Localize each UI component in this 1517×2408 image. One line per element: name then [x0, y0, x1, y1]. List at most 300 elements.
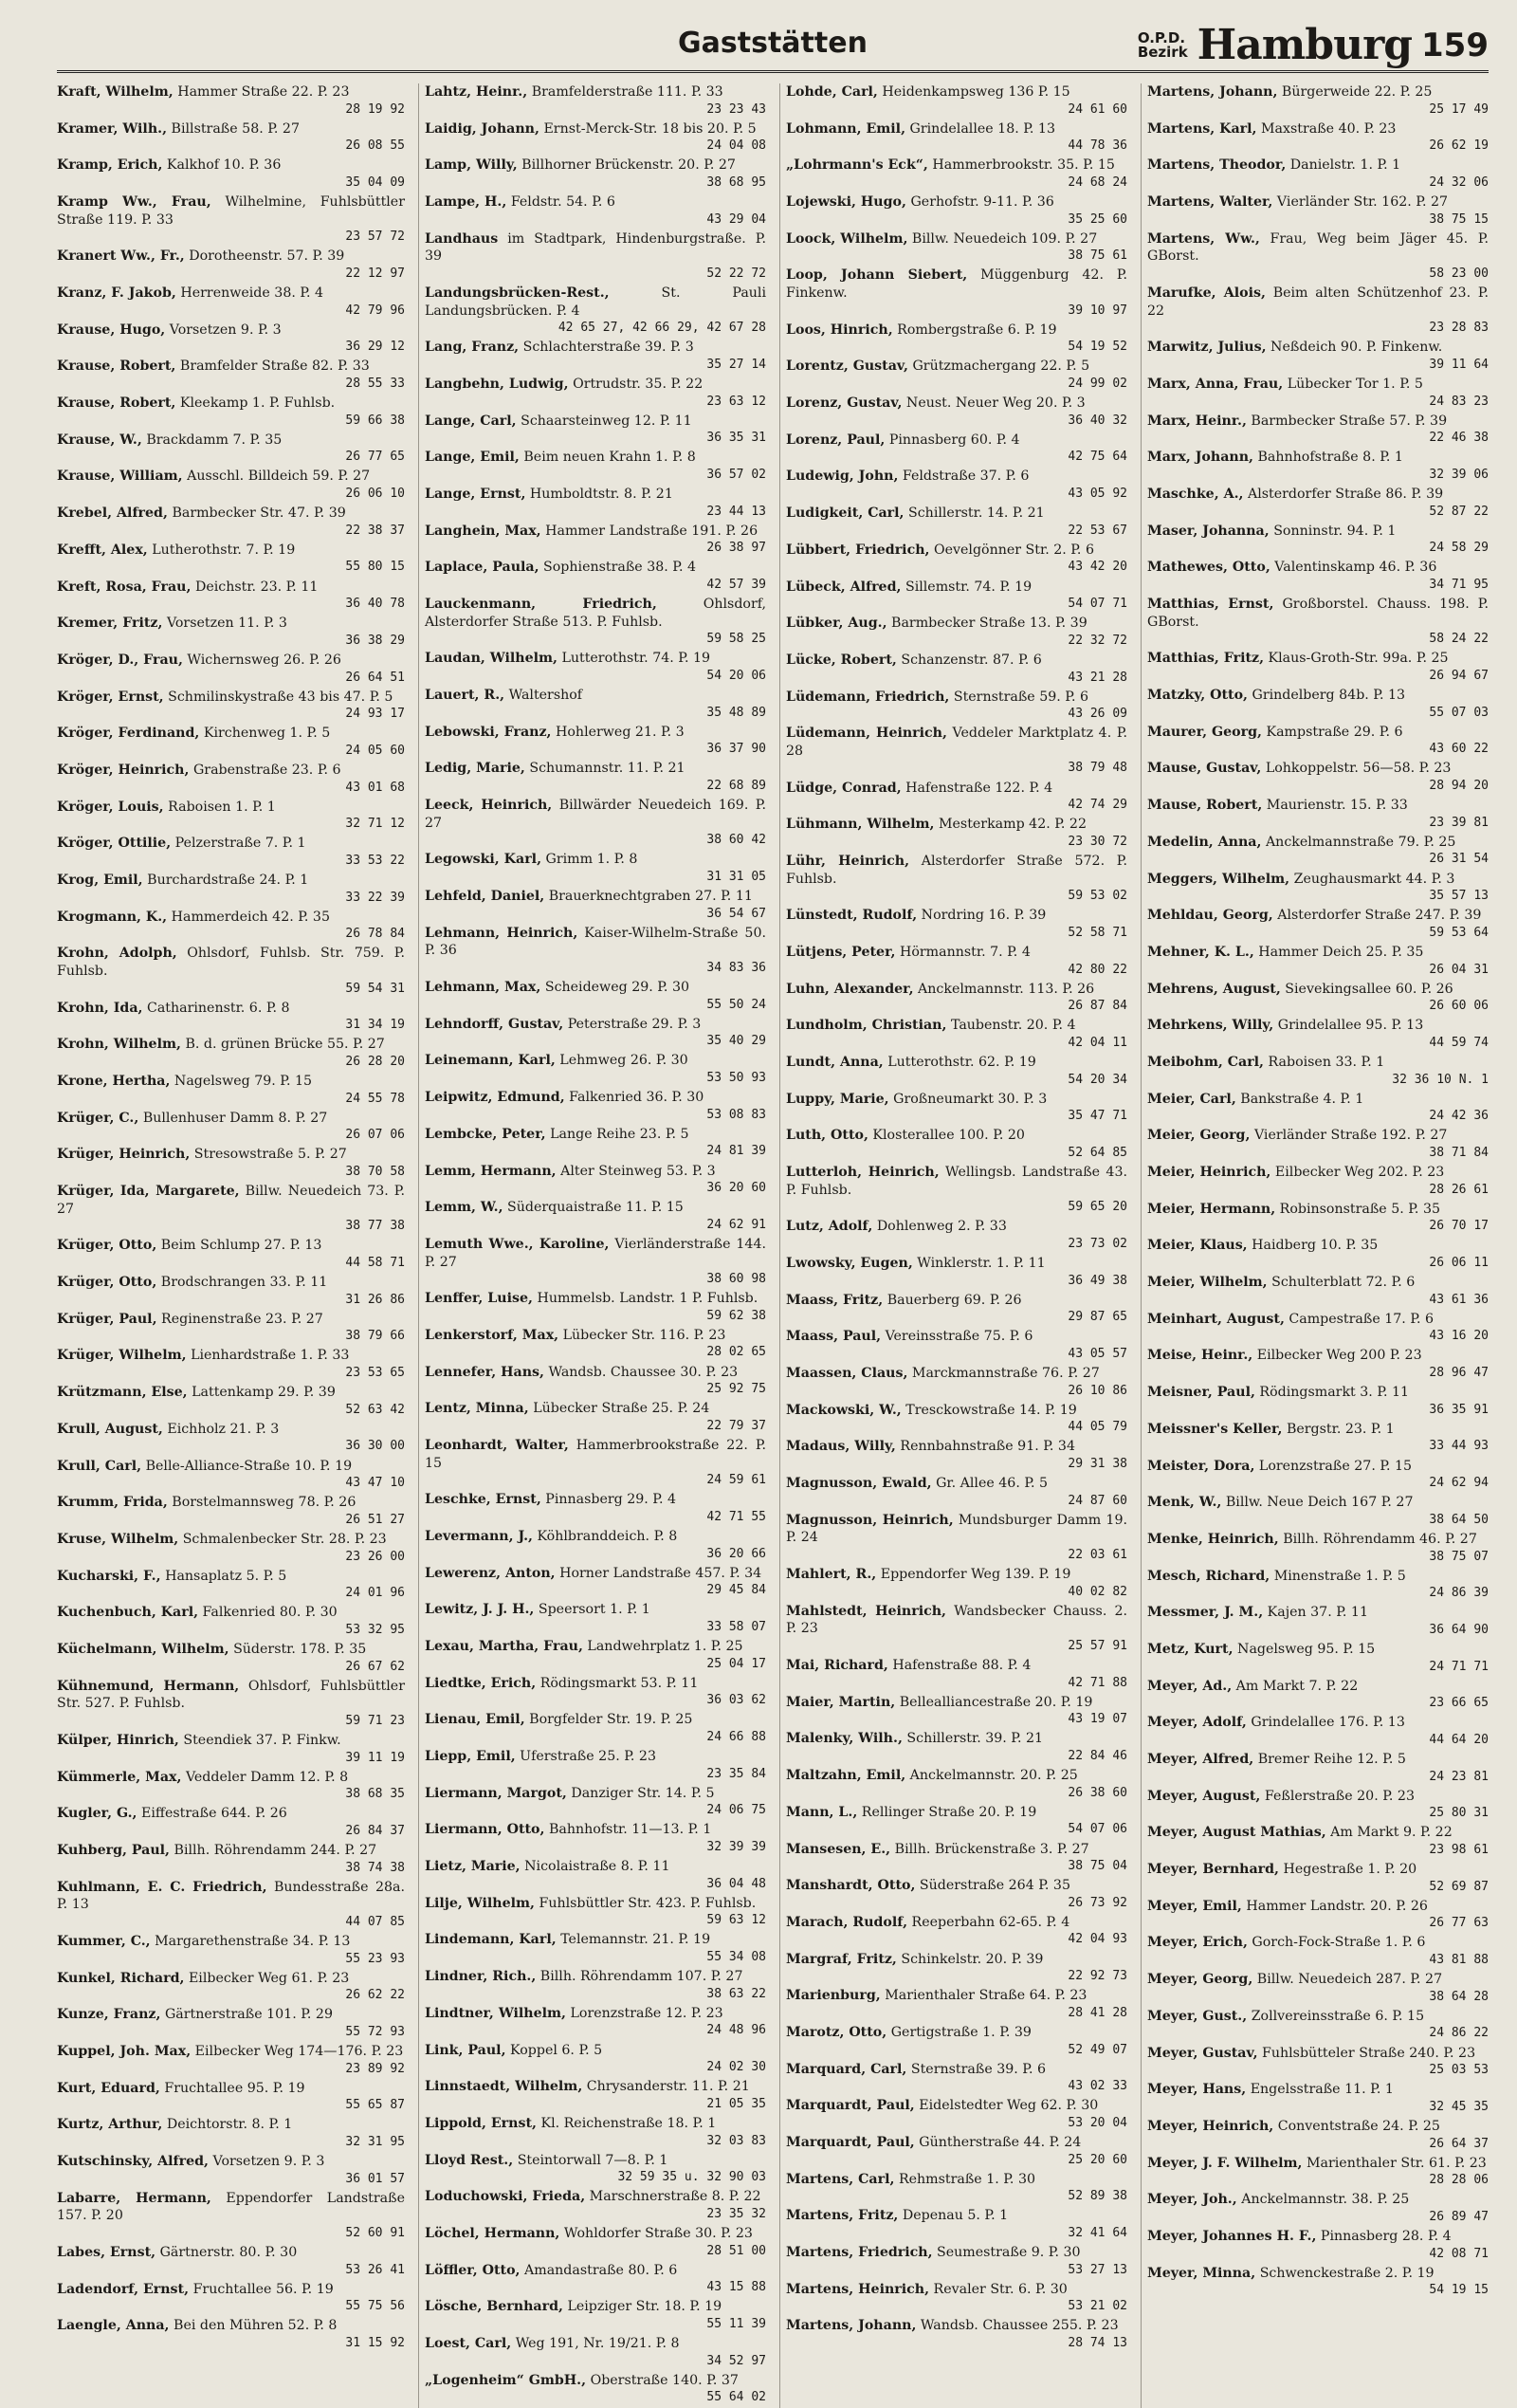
entry-name: Labes, Ernst,	[57, 2245, 156, 2261]
entry-name: Lauckenmann, Friedrich,	[425, 597, 657, 613]
entry-address: Güntherstraße 44. P. 24	[919, 2135, 1082, 2150]
entry-phone: 23 63 12	[706, 394, 766, 409]
entry-phone: 24 87 60	[1068, 1493, 1127, 1508]
entry-phone: 38 68 95	[706, 175, 766, 190]
entry-name: Marx, Heinr.,	[1147, 413, 1247, 429]
list-item	[786, 615, 1127, 650]
list-item	[425, 1748, 766, 1783]
list-item	[786, 1512, 1127, 1565]
list-item	[786, 83, 1127, 119]
entry-name: Marquardt, Paul,	[786, 2135, 915, 2150]
list-item	[57, 1036, 405, 1071]
entry-name: Leeck, Heinrich,	[425, 798, 553, 814]
list-item	[425, 1711, 766, 1746]
entry-name: Meyer, Erich,	[1147, 1935, 1248, 1951]
entry-phone: 24 58 29	[1429, 541, 1489, 556]
list-item	[57, 2116, 405, 2151]
entry-name: Meibohm, Carl,	[1147, 1054, 1264, 1070]
entry-name: Mehrens, August,	[1147, 981, 1281, 997]
entry-address: Schmilinskystraße 43 bis 47. P. 5	[168, 689, 393, 705]
list-item	[425, 523, 766, 558]
entry-name: Mesch, Richard,	[1147, 1568, 1270, 1584]
entry-name: Liermann, Margot,	[425, 1785, 567, 1801]
entry-phone: 36 30 00	[345, 1439, 405, 1454]
page-number: 159	[1421, 26, 1489, 64]
entry-phone: 22 12 97	[345, 266, 405, 281]
list-item	[786, 358, 1127, 393]
list-item	[1147, 449, 1489, 484]
entry-address: Marschnerstraße 8. P. 22	[589, 2189, 761, 2205]
entry-address: Bankstraße 4. P. 1	[1240, 1091, 1364, 1107]
list-item	[786, 780, 1127, 815]
entry-name: Meise, Heinr.,	[1147, 1348, 1253, 1364]
entry-address: Uferstraße 25. P. 23	[520, 1749, 656, 1765]
entry-phone: 23 30 72	[1068, 834, 1127, 849]
entry-phone: 38 74 38	[345, 1860, 405, 1875]
entry-name: Krull, August,	[57, 1421, 163, 1437]
entry-name: Kuppel, Joh. Max,	[57, 2044, 192, 2060]
entry-name: Lange, Carl,	[425, 413, 517, 429]
entry-phone: 26 38 97	[706, 541, 766, 556]
list-item	[786, 322, 1127, 357]
list-item	[1147, 1641, 1489, 1676]
entry-name: Martens, Johann,	[1147, 84, 1278, 100]
entry-phone: 53 20 04	[1068, 2115, 1127, 2130]
list-item	[786, 2281, 1127, 2316]
entry-address: Kaiser-Wilhelm-Straße 50. P. 36	[425, 925, 766, 959]
entry-name: Lorentz, Gustav,	[786, 358, 908, 375]
entry-name: Kreft, Rosa, Frau,	[57, 579, 192, 595]
list-item	[786, 1328, 1127, 1363]
entry-phone: 22 92 73	[1068, 1969, 1127, 1984]
entry-name: Maass, Fritz,	[786, 1292, 884, 1308]
entry-address: Anckelmannstr. 20. P. 25	[909, 1768, 1078, 1784]
list-item	[786, 853, 1127, 906]
entry-address: Gärtnerstraße 101. P. 29	[164, 2007, 333, 2023]
entry-phone: 42 04 11	[1068, 1035, 1127, 1050]
entry-address: Beim alten Schützenhof 23. P. 22	[1147, 285, 1490, 319]
list-item	[425, 2372, 766, 2407]
entry-phone: 43 47 10	[345, 1476, 405, 1491]
entry-name: Lietz, Marie,	[425, 1859, 521, 1875]
entry-phone: 24 99 02	[1068, 377, 1127, 391]
list-item	[57, 2244, 405, 2279]
list-item	[786, 1603, 1127, 1656]
entry-address: Hansaplatz 5. P. 5	[165, 1568, 287, 1584]
entry-address: Oberstraße 140. P. 37	[590, 2372, 739, 2388]
list-item	[1147, 871, 1489, 906]
list-item	[786, 1951, 1127, 1986]
list-item	[57, 1933, 405, 1968]
entry-address: Gerhofstr. 9-11. P. 36	[910, 194, 1054, 211]
list-item	[425, 1858, 766, 1893]
entry-phone: 38 75 15	[1429, 211, 1489, 227]
entry-phone: 43 15 88	[706, 2280, 766, 2295]
entry-phone: 26 64 51	[345, 670, 405, 685]
list-item	[1147, 1347, 1489, 1382]
list-item	[786, 2024, 1127, 2059]
entry-address: Danielstr. 1. P. 1	[1289, 157, 1401, 174]
entry-address: Fuhlsbütteler Straße 240. P. 23	[1262, 2045, 1476, 2061]
list-item	[786, 725, 1127, 778]
entry-phone: 26 31 54	[1429, 852, 1489, 867]
entry-name: Krause, W.,	[57, 432, 142, 448]
entry-phone: 33 44 93	[1429, 1439, 1489, 1454]
entry-name: Lorenz, Gustav,	[786, 395, 903, 412]
list-item	[1147, 486, 1489, 521]
list-item	[786, 1841, 1127, 1876]
entry-phone: 35 47 71	[1068, 1109, 1127, 1124]
entry-address: Gärtnerstr. 80. P. 30	[159, 2245, 298, 2261]
entry-name: Meyer, Adolf,	[1147, 1715, 1247, 1731]
entry-name: Ledig, Marie,	[425, 761, 525, 777]
entry-phone: 28 28 06	[1429, 2173, 1489, 2188]
entry-address: Eilbecker Weg 202. P. 23	[1274, 1165, 1445, 1181]
entry-phone: 43 81 88	[1429, 1953, 1489, 1968]
entry-phone: 54 20 34	[1068, 1072, 1127, 1087]
list-item	[786, 542, 1127, 577]
district-label	[1137, 28, 1188, 61]
list-item	[57, 1879, 405, 1932]
entry-name: Mathewes, Otto,	[1147, 560, 1270, 576]
entry-name: Krohn, Adolph,	[57, 946, 177, 962]
entry-address: Wandsb. Chaussee 255. P. 23	[920, 2318, 1119, 2334]
entry-name: Kurt, Eduard,	[57, 2080, 160, 2096]
entry-phone: 35 40 29	[706, 1034, 766, 1049]
entry-name: Manshardt, Otto,	[786, 1878, 916, 1894]
entry-address: Bahnhofstraße 8. P. 1	[1257, 450, 1403, 466]
entry-address: Köhlbranddeich. P. 8	[537, 1528, 678, 1544]
entry-phone: 38 75 07	[1429, 1549, 1489, 1564]
entry-phone: 23 23 43	[706, 101, 766, 117]
entry-phone: 36 35 31	[706, 431, 766, 446]
entry-phone: 28 51 00	[706, 2243, 766, 2258]
entry-name: Labarre, Hermann,	[57, 2190, 211, 2206]
entry-address: Conventstraße 24. P. 25	[1277, 2118, 1440, 2134]
list-item	[425, 1675, 766, 1710]
entry-phone: 26 77 63	[1429, 1916, 1489, 1931]
entry-phone: 24 71 71	[1429, 1659, 1489, 1674]
entry-phone: 43 21 28	[1068, 670, 1127, 685]
entry-name: Meyer, Emil,	[1147, 1898, 1242, 1914]
entry-name: Kranz, F. Jakob,	[57, 285, 176, 302]
list-item	[425, 1364, 766, 1399]
entry-phone: 24 55 78	[345, 1091, 405, 1106]
entry-name: Lilje, Wilhelm,	[425, 1895, 535, 1911]
entry-address: Anckelmannstr. 113. P. 26	[918, 981, 1095, 997]
entry-phone: 59 65 20	[1068, 1200, 1127, 1215]
entry-phone: 28 19 92	[345, 101, 405, 117]
entry-phone: 42 79 96	[345, 303, 405, 318]
list-item	[1147, 724, 1489, 759]
entry-address: Rehmstraße 1. P. 30	[898, 2171, 1035, 2187]
list-item	[425, 1565, 766, 1600]
entry-phone: 43 29 04	[706, 211, 766, 227]
entry-name: Krebel, Alfred,	[57, 505, 168, 522]
entry-name: Maier, Martin,	[786, 1694, 896, 1710]
entry-phone: 23 26 00	[345, 1549, 405, 1564]
entry-address: Alsterdorfer Straße 247. P. 39	[1277, 908, 1482, 924]
list-item	[425, 1016, 766, 1051]
entry-name: Meyer, August,	[1147, 1788, 1261, 1804]
entry-phone: 54 19 15	[1429, 2283, 1489, 2298]
entry-name: Linnstaedt, Wilhelm,	[425, 2079, 583, 2095]
entry-address: Belle-Alliance-Straße 10. P. 19	[145, 1458, 353, 1474]
entry-phone: 36 54 67	[706, 906, 766, 921]
entry-name: Lundt, Anna,	[786, 1054, 884, 1070]
entry-address: Vierländer Straße 192. P. 27	[1253, 1128, 1448, 1144]
entry-name: Krüger, Otto,	[57, 1238, 157, 1254]
entry-address: Sternstraße 59. P. 6	[953, 689, 1088, 705]
entry-name: Maschke, A.,	[1147, 487, 1244, 503]
entry-phone: 38 64 28	[1429, 1989, 1489, 2004]
list-item	[1147, 1384, 1489, 1419]
list-item	[1147, 1678, 1489, 1713]
list-item	[786, 1804, 1127, 1839]
entry-name: Meier, Carl,	[1147, 1091, 1236, 1107]
entry-name: Krogmann, K.,	[57, 909, 168, 925]
list-item	[425, 2225, 766, 2260]
list-item	[786, 432, 1127, 467]
entry-name: Lundholm, Christian,	[786, 1018, 947, 1034]
entry-address: Eilbecker Weg 200 P. 23	[1256, 1348, 1422, 1364]
list-item	[57, 285, 405, 320]
entry-address: Ohlsdorf, Fuhlsbüttler Str. 527. P. Fuhlsb.	[57, 1678, 405, 1712]
entry-address: Ortrudstr. 35. P. 22	[573, 377, 704, 392]
list-item	[57, 1568, 405, 1603]
entry-phone: 23 66 65	[1429, 1696, 1489, 1711]
entry-address: Waltershof	[508, 688, 583, 704]
list-item	[1147, 1788, 1489, 1823]
entry-address: Schmalenbecker Str. 28. P. 23	[182, 1531, 387, 1547]
list-item	[786, 579, 1127, 614]
entry-phone: 52 87 22	[1429, 504, 1489, 519]
entry-name: Martens, Fritz,	[786, 2208, 899, 2224]
list-item	[786, 2317, 1127, 2352]
entry-name: Laplace, Paula,	[425, 560, 539, 576]
entry-name: Martens, Heinrich,	[786, 2281, 930, 2297]
entry-name: Langhein, Max,	[425, 523, 541, 539]
entry-name: Meier, Georg,	[1147, 1128, 1251, 1144]
entry-name: Lindemann, Karl,	[425, 1932, 557, 1948]
entry-phone: 53 50 93	[706, 1071, 766, 1086]
entry-address: Kalkhof 10. P. 36	[166, 157, 282, 174]
entry-address: Valentinskamp 46. P. 36	[1274, 560, 1437, 576]
entry-name: Legowski, Karl,	[425, 852, 542, 868]
entry-address: Depenau 5. P. 1	[902, 2208, 1009, 2224]
entry-name: Krohn, Wilhelm,	[57, 1037, 181, 1053]
list-item	[425, 797, 766, 850]
entry-name: Lojewski, Hugo,	[786, 194, 906, 211]
entry-phone: 22 68 89	[706, 779, 766, 794]
entry-address: Tresckowstraße 14. P. 19	[905, 1402, 1077, 1418]
entry-address: Lehmweg 26. P. 30	[559, 1053, 688, 1069]
entry-phone: 24 48 96	[706, 2023, 766, 2038]
entry-address: Hummelsb. Landstr. 1 P. Fuhlsb.	[537, 1291, 758, 1307]
list-item	[1147, 339, 1489, 374]
list-item	[786, 2171, 1127, 2206]
entry-address: Billh. Röhrendamm 46. P. 27	[1283, 1531, 1477, 1547]
entry-address: Hafenstraße 88. P. 4	[892, 1658, 1032, 1674]
entry-name: Lentz, Minna,	[425, 1401, 529, 1417]
entry-address: Fuhlsbüttler Str. 423. P. Fuhlsb.	[539, 1895, 757, 1911]
entry-address: Hohlerweg 21. P. 3	[556, 724, 685, 740]
entry-phone: 32 03 83	[706, 2133, 766, 2148]
entry-address: Alsterdorfer Straße 86. P. 39	[1247, 487, 1444, 503]
list-item	[57, 909, 405, 944]
entry-address: Bellealliancestraße 20. P. 19	[899, 1694, 1093, 1710]
entry-address: Eilbecker Weg 61. P. 23	[188, 1970, 350, 1986]
list-item	[786, 120, 1127, 156]
entry-phone: 42 80 22	[1068, 962, 1127, 977]
entry-phone: 21 05 35	[706, 2096, 766, 2111]
list-item	[57, 689, 405, 724]
entry-name: Krohn, Ida,	[57, 1000, 143, 1016]
entry-name: Meyer, Heinrich,	[1147, 2118, 1274, 2134]
entry-address: Gertigstraße 1. P. 39	[890, 2024, 1032, 2040]
entry-name: Lübbert, Friedrich,	[786, 542, 930, 558]
entry-name: Meissner's Keller,	[1147, 1421, 1283, 1437]
entry-address: Deichtorstr. 8. P. 1	[166, 2117, 293, 2133]
entry-name: Lütjens, Peter,	[786, 944, 896, 960]
entry-address: Campestraße 17. P. 6	[1289, 1311, 1435, 1327]
entry-name: Liedtke, Erich,	[425, 1675, 537, 1691]
entry-address: Revaler Str. 6. P. 30	[933, 2281, 1068, 2297]
list-item	[425, 559, 766, 594]
entry-phone: 26 60 06	[1429, 999, 1489, 1014]
entry-phone: 54 19 52	[1068, 340, 1127, 355]
entry-name: Maurer, Georg,	[1147, 724, 1262, 740]
entry-name: Martens, Walter,	[1147, 194, 1273, 211]
entry-name: Krüger, Wilhelm,	[57, 1348, 187, 1364]
list-item	[57, 395, 405, 430]
entry-address: Großborstel. Chauss. 198. P. GBorst.	[1147, 597, 1489, 630]
entry-phone: 53 26 41	[345, 2262, 405, 2277]
entry-phone: 59 58 25	[706, 632, 766, 647]
list-item	[786, 1987, 1127, 2022]
entry-address: Nordring 16. P. 39	[921, 908, 1047, 924]
entry-phone: 36 03 62	[706, 1693, 766, 1708]
page-header	[57, 21, 1489, 73]
entry-name: Lühmann, Wilhelm,	[786, 817, 935, 833]
entry-address: Lienhardstraße 1. P. 33	[191, 1348, 350, 1364]
list-item	[425, 2262, 766, 2297]
list-item	[1147, 1311, 1489, 1346]
list-item	[1147, 523, 1489, 558]
entry-phone: 43 42 20	[1068, 560, 1127, 575]
entry-address: Brackdamm 7. P. 35	[146, 432, 283, 448]
entry-name: Mehrkens, Willy,	[1147, 1018, 1274, 1034]
entry-address: Vereinsstraße 75. P. 6	[885, 1329, 1033, 1345]
entry-name: Lüdemann, Friedrich,	[786, 689, 950, 705]
entry-address: Lübecker Str. 116. P. 23	[562, 1327, 726, 1343]
entry-address: Eiffestraße 644. P. 26	[141, 1806, 287, 1822]
list-item	[1147, 2228, 1489, 2263]
entry-name: Lexau, Martha, Frau,	[425, 1638, 583, 1654]
entry-name: Magnusson, Ewald,	[786, 1476, 932, 1492]
entry-address: Bei den Mühren 52. P. 8	[174, 2318, 338, 2334]
entry-address: Nagelsweg 95. P. 15	[1237, 1641, 1376, 1657]
entry-phone: 31 15 92	[345, 2336, 405, 2351]
list-item	[1147, 687, 1489, 722]
entry-name: Lampe, H.,	[425, 194, 507, 211]
entry-address: Eidelstedter Weg 62. P. 30	[919, 2098, 1099, 2114]
list-item	[425, 285, 766, 338]
entry-address: Klaus-Groth-Str. 99a. P. 25	[1268, 651, 1449, 667]
entry-phone: 43 26 09	[1068, 707, 1127, 722]
list-item	[57, 358, 405, 393]
entry-phone: 36 35 91	[1429, 1402, 1489, 1417]
entry-phone: 55 65 87	[345, 2098, 405, 2113]
entry-address: Süderstr. 178. P. 35	[233, 1641, 367, 1657]
entry-name: Krause, William,	[57, 469, 183, 485]
entry-address: Feßlerstraße 20. P. 23	[1264, 1788, 1415, 1804]
entry-name: Leonhardt, Walter,	[425, 1437, 569, 1453]
entry-phone: 33 53 22	[345, 853, 405, 868]
entry-name: Kramp, Erich,	[57, 157, 163, 174]
list-item	[425, 413, 766, 448]
entry-address: Fruchtallee 56. P. 19	[192, 2281, 334, 2297]
entry-name: Löchel, Hermann,	[425, 2225, 560, 2241]
entry-address: Lorenzstraße 12. P. 23	[570, 2005, 723, 2021]
list-item	[1147, 1127, 1489, 1162]
list-item	[425, 1528, 766, 1563]
entry-name: Mahlstedt, Heinrich,	[786, 1603, 946, 1619]
entry-phone: 26 06 10	[345, 487, 405, 502]
entry-address: Am Markt 9. P. 22	[1330, 1825, 1453, 1841]
list-item	[425, 449, 766, 484]
list-item	[1147, 1164, 1489, 1199]
entry-name: Levermann, J.,	[425, 1528, 533, 1544]
entry-name: Metz, Kurt,	[1147, 1641, 1234, 1657]
listing-column-1	[57, 83, 405, 2408]
list-item	[57, 2281, 405, 2316]
entry-name: Marquardt, Paul,	[786, 2098, 915, 2114]
entry-name: Maassen, Claus,	[786, 1366, 908, 1382]
entry-name: Meyer, Georg,	[1147, 1972, 1253, 1988]
list-item	[57, 579, 405, 614]
entry-name: Lehfeld, Daniel,	[425, 889, 545, 905]
city-name: Hamburg	[1197, 21, 1413, 69]
entry-phone: 28 55 33	[345, 377, 405, 391]
list-item	[1147, 2118, 1489, 2153]
entry-address: Kirchenweg 1. P. 5	[203, 726, 331, 742]
list-item	[786, 1091, 1127, 1126]
entry-address: Reginenstraße 23. P. 27	[161, 1311, 323, 1327]
entry-name: Krüger, C.,	[57, 1110, 139, 1126]
entry-name: Marquard, Carl,	[786, 2061, 907, 2077]
entry-address: Falkenried 36. P. 30	[569, 1090, 704, 1106]
entry-phone: 22 46 38	[1429, 431, 1489, 446]
entry-address: Schanzenstr. 87. P. 6	[901, 652, 1042, 668]
entry-name: Kramp Ww., Frau,	[57, 194, 211, 211]
entry-name: Meier, Wilhelm,	[1147, 1275, 1268, 1291]
entry-name: Meier, Heinrich,	[1147, 1165, 1271, 1181]
entry-phone: 31 31 05	[706, 870, 766, 885]
entry-name: Meggers, Wilhelm,	[1147, 871, 1290, 887]
entry-name: Lippold, Ernst,	[425, 2115, 537, 2131]
entry-phone: 42 08 71	[1429, 2246, 1489, 2261]
entry-name: Lange, Ernst,	[425, 487, 526, 503]
entry-address: Vorsetzen 9. P. 3	[169, 322, 282, 338]
list-item	[1147, 413, 1489, 448]
entry-name: Lüdge, Conrad,	[786, 780, 902, 796]
list-item	[1147, 2265, 1489, 2300]
entry-name: Meyer, Bernhard,	[1147, 1862, 1279, 1878]
entry-address: Hörmannstr. 7. P. 4	[899, 944, 1031, 960]
entry-phone: 32 39 39	[706, 1840, 766, 1854]
entry-address: Bullenhuser Damm 8. P. 27	[142, 1110, 328, 1126]
